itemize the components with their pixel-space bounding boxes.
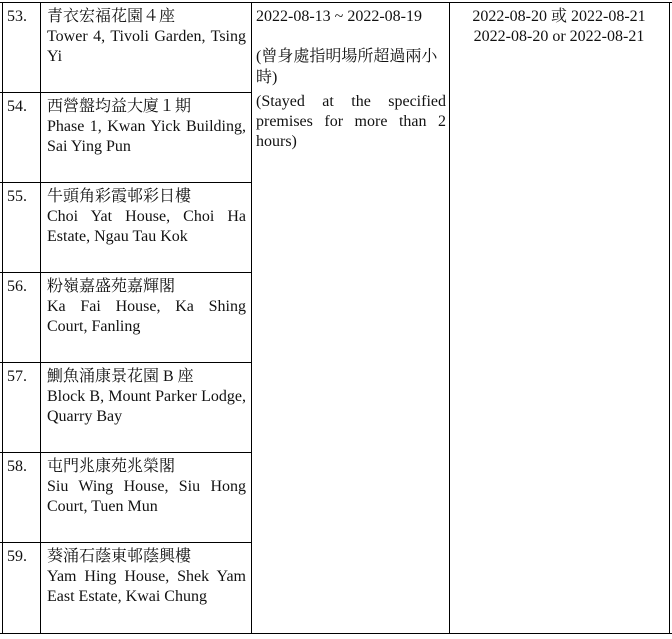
column-divider [449, 2, 450, 634]
premises-cell [47, 7, 246, 67]
row-number: 55. [7, 188, 27, 205]
premises-name-en: Yam Hing House, Shek Yam East Estate, Kwai Chung [47, 568, 246, 605]
row-number: 57. [7, 368, 27, 385]
premises-name-zh: 粉嶺嘉盛苑嘉輝閣 [47, 278, 176, 295]
premises-name-en: Phase 1, Kwan Yick Building, Sai Ying Pun [47, 118, 246, 155]
row-divider [0, 182, 251, 183]
premises-cell [47, 457, 246, 517]
table-right-border [669, 2, 670, 634]
row-number: 58. [7, 458, 27, 475]
premises-name-en: Siu Wing House, Siu Hong Court, Tuen Mun [47, 478, 246, 515]
column-divider [40, 2, 41, 634]
row-number: 53. [7, 8, 27, 25]
table-left-border [2, 2, 3, 634]
premises-name-zh: 牛頭角彩霞邨彩日樓 [47, 188, 192, 205]
premises-cell [47, 187, 246, 247]
testing-date-en: 2022-08-20 or 2022-08-21 [473, 28, 645, 45]
testing-dates [454, 7, 664, 47]
visit-note-en: (Stayed at the specified premises for more than 2 hours) [256, 93, 446, 150]
row-number: 54. [7, 98, 27, 115]
visit-date-range: 2022-08-13 ~ 2022-08-19 [256, 8, 422, 25]
table-top-border [0, 2, 672, 3]
row-divider [0, 272, 251, 273]
row-divider [0, 362, 251, 363]
premises-name-en: Block B, Mount Parker Lodge, Quarry Bay [47, 388, 246, 425]
row-divider [0, 92, 251, 93]
premises-name-zh: 屯門兆康苑兆榮閣 [47, 458, 176, 475]
table-bottom-border [0, 633, 672, 634]
row-number: 56. [7, 278, 27, 295]
visit-note-zh: (曾身處指明場所超過兩小時) [256, 48, 438, 86]
premises-name-zh: 葵涌石蔭東邨蔭興樓 [47, 548, 192, 565]
premises-cell [47, 97, 246, 157]
row-number: 59. [7, 548, 27, 565]
premises-cell [47, 547, 246, 607]
premises-name-zh: 鰂魚涌康景花園 B 座 [47, 368, 194, 385]
premises-name-zh: 西營盤均益大廈１期 [47, 98, 192, 115]
premises-name-en: Ka Fai House, Ka Shing Court, Fanling [47, 298, 246, 335]
premises-name-en: Tower 4, Tivoli Garden, Tsing Yi [47, 28, 246, 65]
premises-cell [47, 277, 246, 337]
premises-name-zh: 青衣宏福花園４座 [47, 8, 176, 25]
row-divider [0, 452, 251, 453]
row-divider [0, 542, 251, 543]
testing-date-zh: 2022-08-20 或 2022-08-21 [472, 8, 646, 25]
premises-cell [47, 367, 246, 427]
column-divider [251, 2, 252, 634]
premises-name-en: Choi Yat House, Choi Ha Estate, Ngau Tau Kok [47, 208, 246, 245]
